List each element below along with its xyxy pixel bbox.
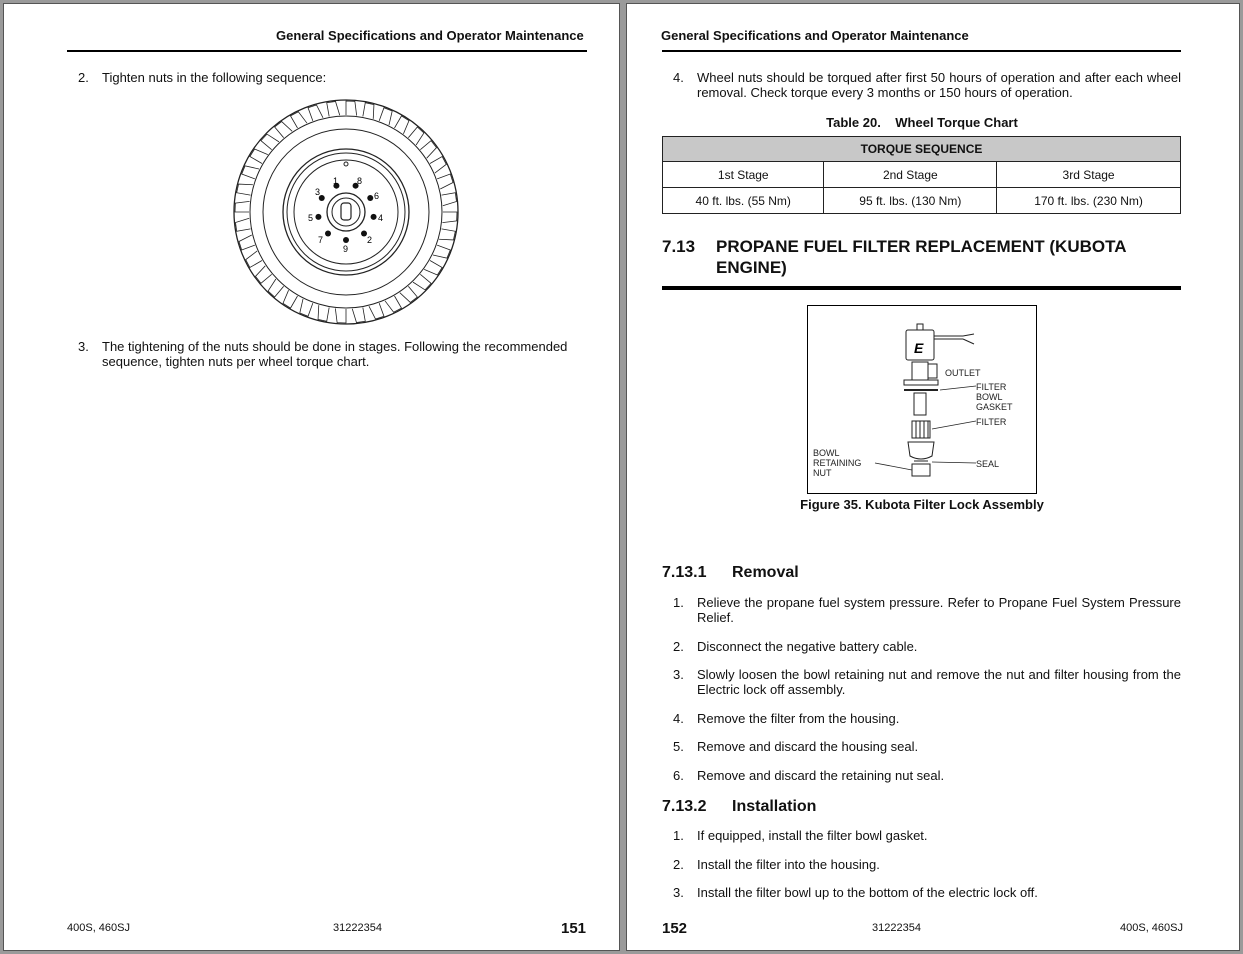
step-text: Slowly loosen the bowl retaining nut and remove the nut and filter housing from the Electric lock off assembly. [697,667,1181,697]
tread-lug [318,305,329,321]
step-text: Remove and discard the housing seal. [697,739,919,754]
table-caption: Table 20. Wheel Torque Chart [826,115,1018,130]
running-header: General Specifications and Operator Maintenance [276,28,584,43]
wheel-nut-sequence-figure [231,97,461,327]
tread-lug [352,308,365,323]
section-rule [662,286,1181,290]
step-number: 3. [673,885,684,900]
nut-label: 4 [378,213,384,223]
subsection-title: Installation [732,798,817,815]
lug-nut [325,230,331,236]
column-header: 2nd Stage [824,162,997,188]
step-text: Disconnect the negative battery cable. [697,639,918,654]
lug-nuts [315,183,376,243]
step-number: 4. [673,70,684,85]
step-number: 6. [673,768,684,783]
e-logo-letter: E [914,340,924,356]
tread-lug [346,101,357,116]
tire-inner-tread [250,116,442,308]
table-cell: 170 ft. lbs. (230 Nm) [997,188,1181,214]
filter-bowl [908,442,934,459]
header-rule [67,50,587,52]
column-header: 1st Stage [663,162,824,188]
step-text: Install the filter bowl up to the bottom of the electric lock off. [697,885,1038,900]
tread-lug [235,201,250,212]
tread-lug [442,212,457,223]
nut-label: 6 [374,191,380,201]
tread-lug [327,101,340,116]
step-number: 1. [673,828,684,843]
tire-sidewall [263,129,429,295]
step-number: 2. [78,70,89,85]
table-cell: 95 ft. lbs. (130 Nm) [824,188,997,214]
step-number: 3. [673,667,684,682]
table-cell: 40 ft. lbs. (55 Nm) [663,188,824,214]
page-number: 151 [561,920,587,937]
tread-lug [369,303,384,319]
step-text: The tightening of the nuts should be done in stages. Following the recommended sequence, tighten nuts per wheel torque chart. [102,339,568,369]
outlet-port [928,364,937,378]
step-text: If equipped, install the filter bowl gasket. [697,828,928,843]
tread-lug [335,308,346,323]
section-number: 7.13 [662,237,696,256]
step-number: 2. [673,857,684,872]
column-header: 3rd Stage [997,162,1181,188]
section-title: PROPANE FUEL FILTER REPLACEMENT (KUBOTA ENGINE) [716,237,1126,277]
footer-doc-number: 31222354 [872,922,921,934]
page-number: 152 [662,920,688,937]
flange [904,380,938,385]
subsection-number: 7.13.2 [662,798,707,815]
label-seal: SEAL [976,459,1000,469]
tread-lug [363,103,374,119]
tread-lug [237,184,253,195]
subsection-number: 7.13.1 [662,564,707,581]
nut-label: 3 [315,187,321,197]
rim-outer [283,149,409,275]
step-number: 2. [673,639,684,654]
footer-model: 400S, 460SJ [67,922,130,934]
nut-label: 1 [333,176,339,186]
hub-outer [327,193,365,231]
step-number: 5. [673,739,684,754]
valve-stem [344,162,348,166]
label-filter: FILTER [976,417,1007,427]
solenoid-stud [917,324,923,330]
filter-element [912,421,930,438]
nut-label: 9 [343,244,349,254]
step-number: 4. [673,711,684,726]
tread-lug [442,193,457,206]
tread-lug [235,218,250,231]
lug-nut [315,214,321,220]
left-page [3,3,620,951]
lug-nut [371,214,377,220]
running-header: General Specifications and Operator Maintenance [661,28,969,43]
step-text: Remove and discard the retaining nut seal. [697,768,945,783]
step-text: Wheel nuts should be torqued after first 50 hours of operation and after each wheel removal. Check torque every 3 months or 150 hours of operation. [697,70,1181,100]
nut-label: 2 [367,235,373,245]
tread-lug [239,235,255,250]
valve-body [912,362,928,380]
step-number: 3. [78,339,89,354]
subsection-title: Removal [732,564,799,581]
hub-inner [332,198,360,226]
tire-outer [234,100,458,324]
stem [914,393,926,415]
label-filter-bowl-gasket: FILTER BOWL GASKET [976,382,1013,412]
tread-lug [308,105,323,121]
label-bowl-retaining-nut: BOWL RETAINING NUT [813,448,862,478]
lug-nut [367,195,373,201]
nut-label: 7 [318,235,324,245]
step-text: Install the filter into the housing. [697,857,880,872]
hub-cap [341,203,351,220]
retaining-nut [912,464,930,476]
footer-doc-number: 31222354 [333,922,382,934]
step-text: Tighten nuts in the following sequence: [102,70,327,85]
header-rule [662,50,1181,52]
step-text: Remove the filter from the housing. [697,711,900,726]
filter-lock-assembly-figure [807,305,1037,494]
nut-label: 8 [357,176,363,186]
right-page [626,3,1240,951]
label-outlet: OUTLET [945,368,981,378]
tread-lug [437,174,453,189]
lug-nut [343,237,349,243]
wheel-torque-table [662,136,1181,214]
footer-model: 400S, 460SJ [1120,922,1183,934]
tread-lug [439,229,455,240]
figure-caption: Figure 35. Kubota Filter Lock Assembly [800,497,1044,512]
nut-label: 5 [308,213,314,223]
tire-tread-lugs [235,101,457,323]
step-text: Relieve the propane fuel system pressure. Refer to Propane Fuel System Pressure Relief. [697,595,1181,625]
step-number: 1. [673,595,684,610]
table-header: TORQUE SEQUENCE [663,137,1181,162]
